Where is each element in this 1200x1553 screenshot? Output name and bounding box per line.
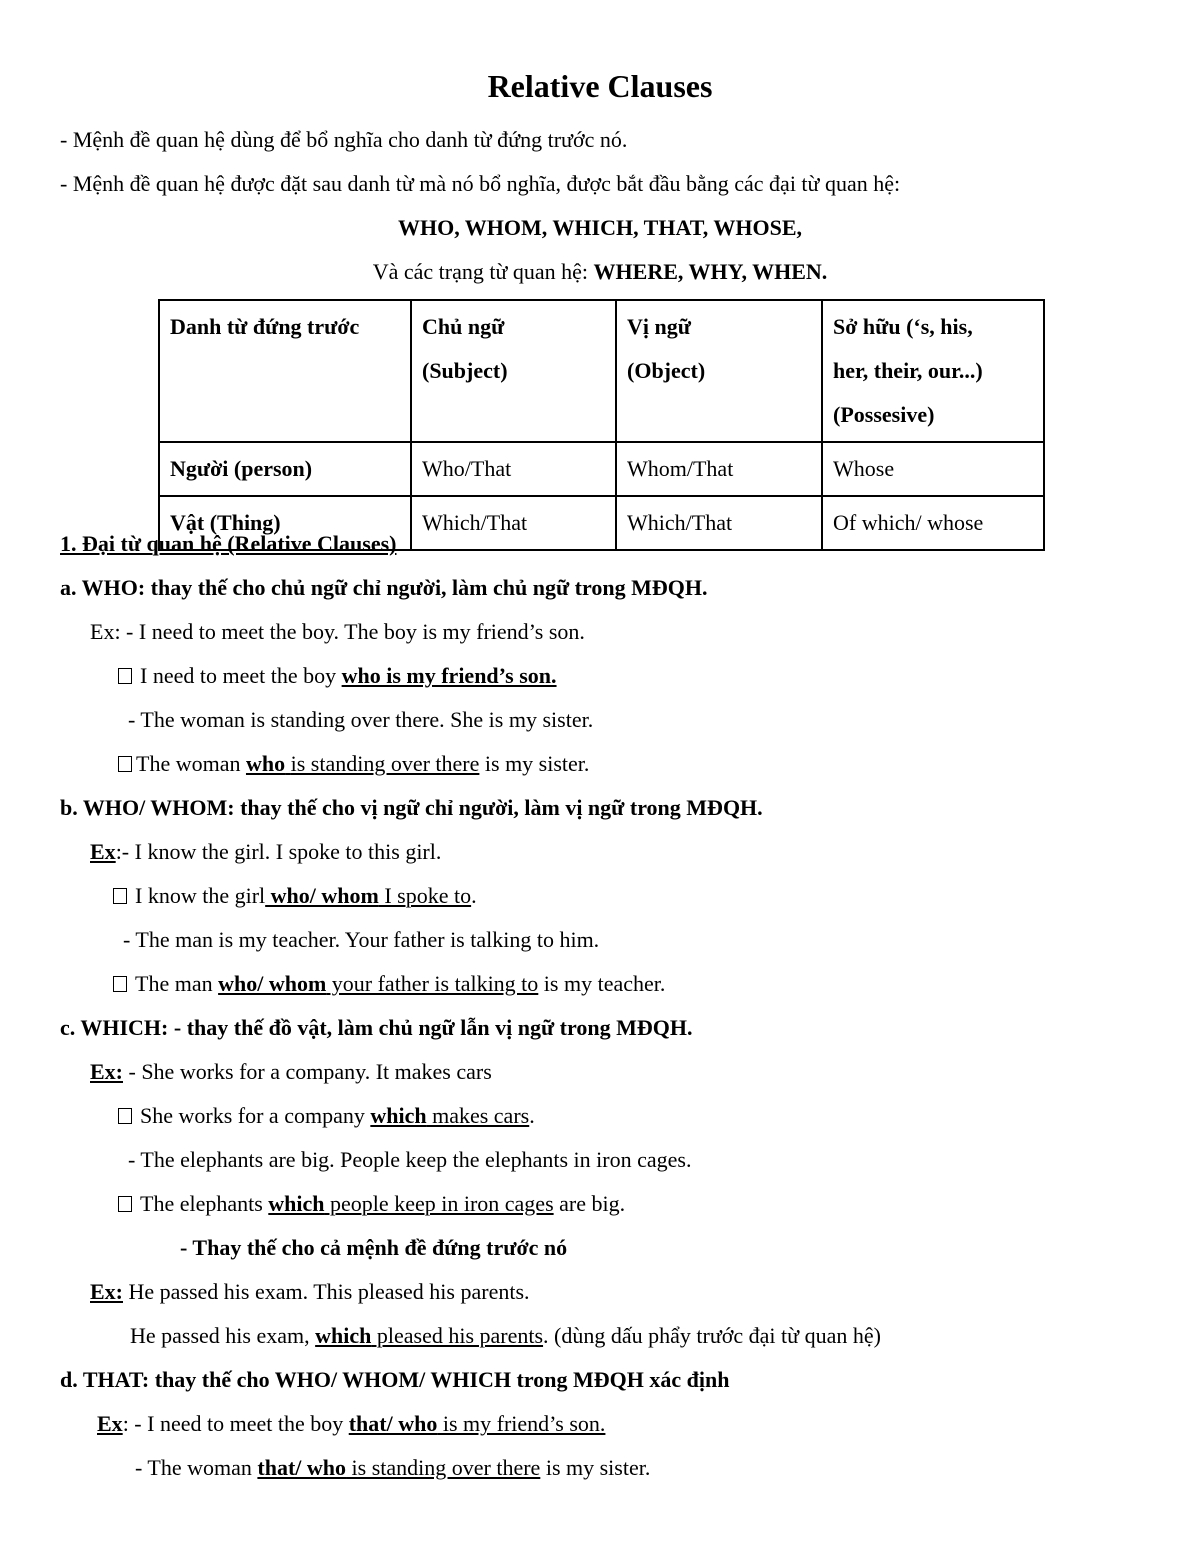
- intro-line-2: - Mệnh đề quan hệ được đặt sau danh từ mà nó bổ nghĩa, được bắt đầu bằng các đại từ quan hệ:: [60, 171, 901, 196]
- example-line: Ex: - I need to meet the boy that/ who is my friend’s son.: [97, 1411, 606, 1436]
- pronoun-list: WHO, WHOM, WHICH, THAT, WHOSE,: [397, 215, 802, 240]
- header-possessive: Sở hữu (‘s, his, her, their, our...) (Possesive): [822, 300, 1044, 442]
- example-line: Ex: - She works for a company. It makes cars: [90, 1059, 492, 1084]
- header-antecedent: Danh từ đứng trước: [159, 300, 411, 442]
- example-line: - The woman that/ who is standing over there is my sister.: [135, 1455, 651, 1480]
- table-cell: Vật (Thing): [159, 496, 411, 550]
- header-subject: Chủ ngữ (Subject): [411, 300, 616, 442]
- table-cell: Whose: [822, 442, 1044, 496]
- example-result: The elephants which people keep in iron cages are big.: [118, 1191, 625, 1217]
- arrow-icon: [118, 1108, 132, 1124]
- section-heading: 1. Đại từ quan hệ (Relative Clauses): [60, 531, 397, 556]
- table-cell: Whom/That: [616, 442, 822, 496]
- table-row: [159, 442, 1044, 496]
- example-result: I need to meet the boy who is my friend’s son.: [118, 663, 557, 689]
- intro-line-1: - Mệnh đề quan hệ dùng để bổ nghĩa cho danh từ đứng trước nó.: [60, 127, 628, 152]
- adverb-line: [0, 259, 1200, 285]
- arrow-icon: [118, 1196, 132, 1212]
- table-cell: Of which/ whose: [822, 496, 1044, 550]
- adverb-prefix: Và các trạng từ quan hệ:: [372, 259, 594, 284]
- subsection-b-heading: b. WHO/ WHOM: thay thế cho vị ngữ chỉ người, làm vị ngữ trong MĐQH.: [60, 795, 763, 820]
- table-cell: Which/That: [616, 496, 822, 550]
- arrow-icon: [118, 668, 132, 684]
- arrow-icon: [113, 976, 127, 992]
- example-result: She works for a company which makes cars.: [118, 1103, 535, 1129]
- header-object: Vị ngữ (Object): [616, 300, 822, 442]
- example-line: - The elephants are big. People keep the elephants in iron cages.: [128, 1147, 692, 1172]
- relative-pronoun-table: [158, 299, 1045, 551]
- example-line: Ex: He passed his exam. This pleased his parents.: [90, 1279, 530, 1304]
- table-header-row: [159, 300, 1044, 442]
- table-cell: Who/That: [411, 442, 616, 496]
- subsection-c-heading: c. WHICH: - thay thế đồ vật, làm chủ ngữ lẫn vị ngữ trong MĐQH.: [60, 1015, 693, 1040]
- adverb-list: WHERE, WHY, WHEN.: [593, 259, 828, 284]
- example-line: - The woman is standing over there. She is my sister.: [128, 707, 594, 732]
- example-result: He passed his exam, which pleased his parents. (dùng dấu phẩy trước đại từ quan hệ): [130, 1323, 881, 1348]
- example-line: Ex:- I know the girl. I spoke to this girl.: [90, 839, 442, 864]
- example-line: - The man is my teacher. Your father is talking to him.: [123, 927, 600, 952]
- arrow-icon: [113, 888, 127, 904]
- example-result: The man who/ whom your father is talking to is my teacher.: [113, 971, 665, 997]
- subsection-c-note: - Thay thế cho cả mệnh đề đứng trước nó: [180, 1235, 568, 1260]
- example-line: Ex: - I need to meet the boy. The boy is my friend’s son.: [90, 619, 585, 644]
- table-cell: Người (person): [159, 442, 411, 496]
- example-result: The woman who is standing over there is my sister.: [118, 751, 589, 777]
- subsection-d-heading: d. THAT: thay thế cho WHO/ WHOM/ WHICH trong MĐQH xác định: [60, 1367, 730, 1392]
- example-result: I know the girl who/ whom I spoke to.: [113, 883, 477, 909]
- subsection-a-heading: a. WHO: thay thế cho chủ ngữ chỉ người, làm chủ ngữ trong MĐQH.: [60, 575, 708, 600]
- arrow-icon: [118, 756, 132, 772]
- page-title: Relative Clauses: [487, 68, 713, 104]
- table-cell: Which/That: [411, 496, 616, 550]
